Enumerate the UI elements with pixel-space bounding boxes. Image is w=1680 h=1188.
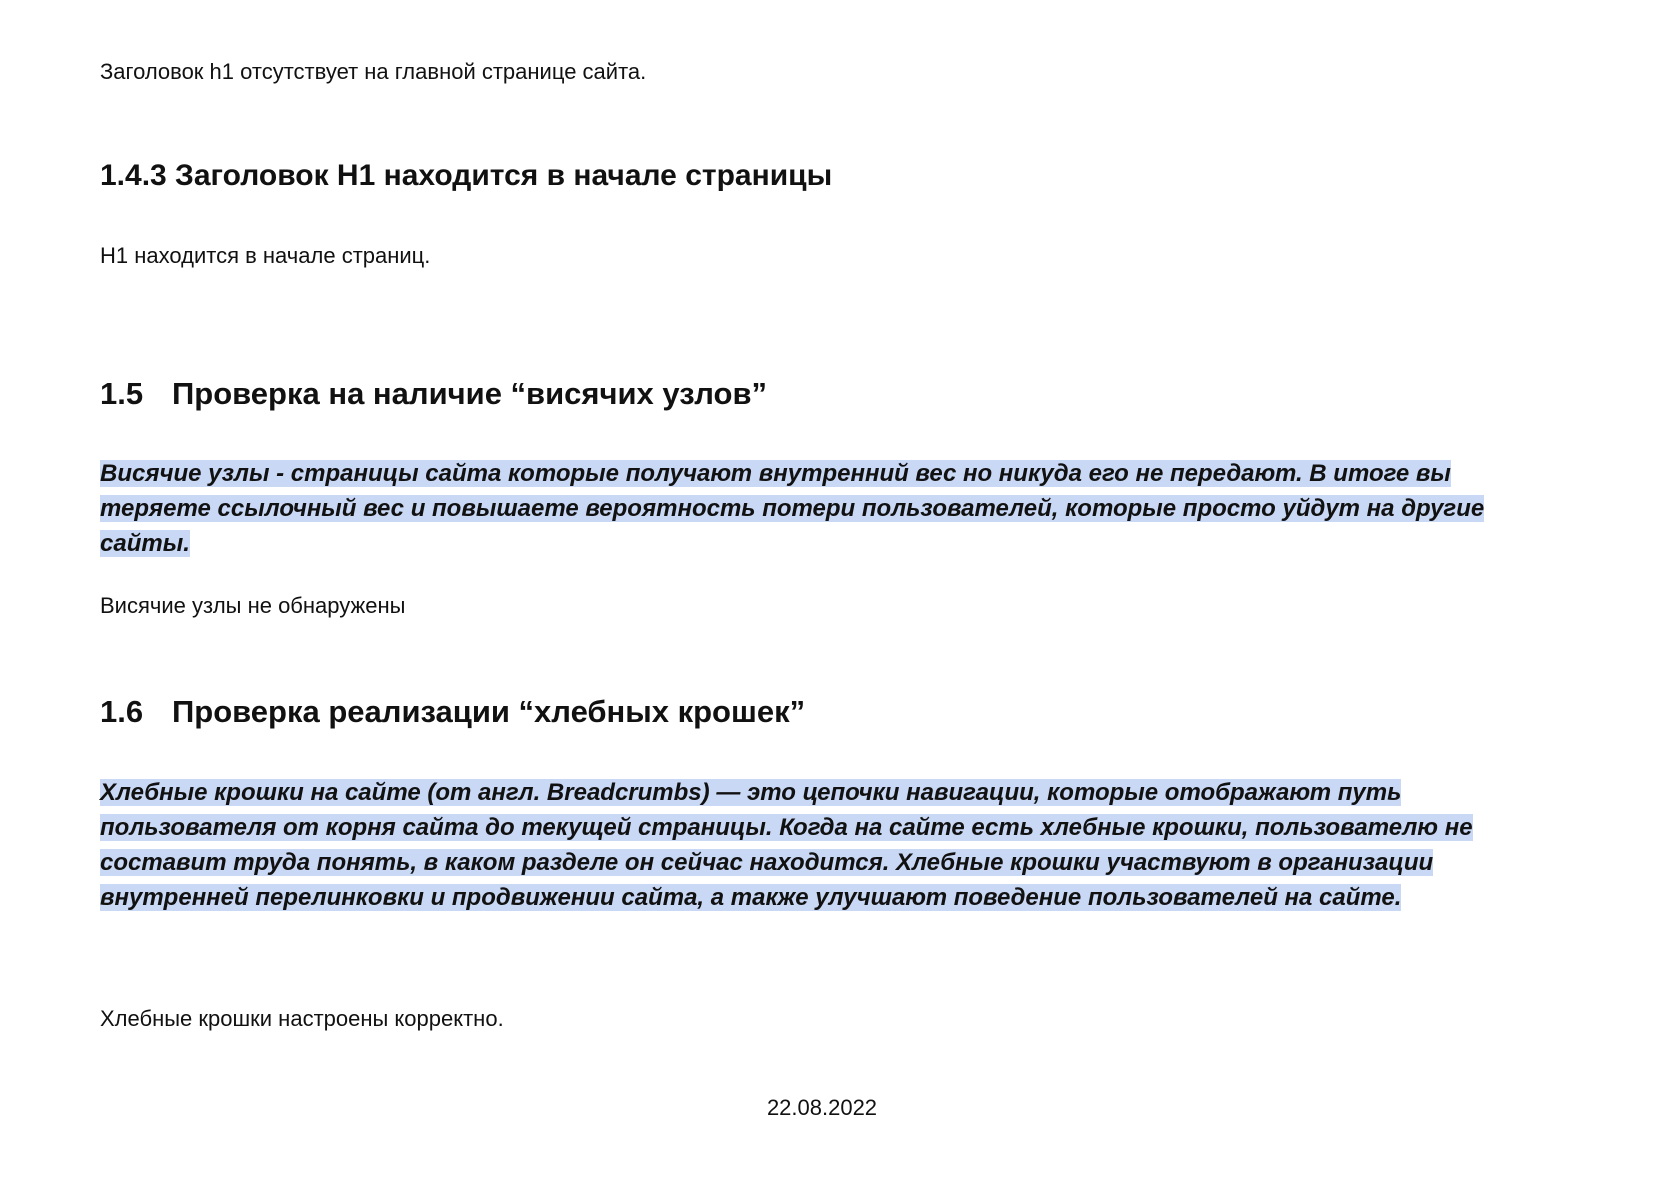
section-1-6-number: 1.6 bbox=[100, 694, 144, 729]
section-1-5-heading bbox=[100, 375, 1550, 413]
section-1-5-title: Проверка на наличие “висячих узлов” bbox=[172, 376, 768, 411]
section-1-5-number: 1.5 bbox=[100, 376, 144, 411]
section-1-5-result: Висячие узлы не обнаружены bbox=[100, 593, 406, 618]
section-1-6-title: Проверка реализации “хлебных крошек” bbox=[172, 694, 806, 729]
h1-missing-paragraph: Заголовок h1 отсутствует на главной странице сайта. bbox=[100, 59, 647, 84]
section-1-6-result: Хлебные крошки настроены корректно. bbox=[100, 1006, 504, 1031]
section-1-6-note bbox=[100, 775, 1540, 915]
section-1-5-note-text: Висячие узлы - страницы сайта которые получают внутренний вес но никуда его не передают. В итоге вы теряете ссылочный вес и повышаете вероятность потери пользователей, которые просто уйдут на другие сайты. bbox=[100, 460, 1485, 557]
section-1-6-note-text: Хлебные крошки на сайте (от англ. Breadcrumbs) — это цепочки навигации, которые отображают путь пользователя от корня сайта до текущей страницы. Когда на сайте есть хлебные крошки, пользователю не составит труда понять, в каком разделе он сейчас находится. Хлебные крошки участвуют в организации внутренней перелинковки и продвижении сайта, а также улучшают поведение пользователей на сайте. bbox=[100, 779, 1473, 911]
section-1-4-3-heading: 1.4.3 Заголовок H1 находится в начале страницы bbox=[100, 159, 833, 192]
section-1-6-heading bbox=[100, 693, 1550, 731]
section-1-5-note bbox=[100, 456, 1540, 561]
section-1-4-3-paragraph: H1 находится в начале страниц. bbox=[100, 243, 431, 268]
footer-date: 22.08.2022 bbox=[766, 1095, 878, 1120]
